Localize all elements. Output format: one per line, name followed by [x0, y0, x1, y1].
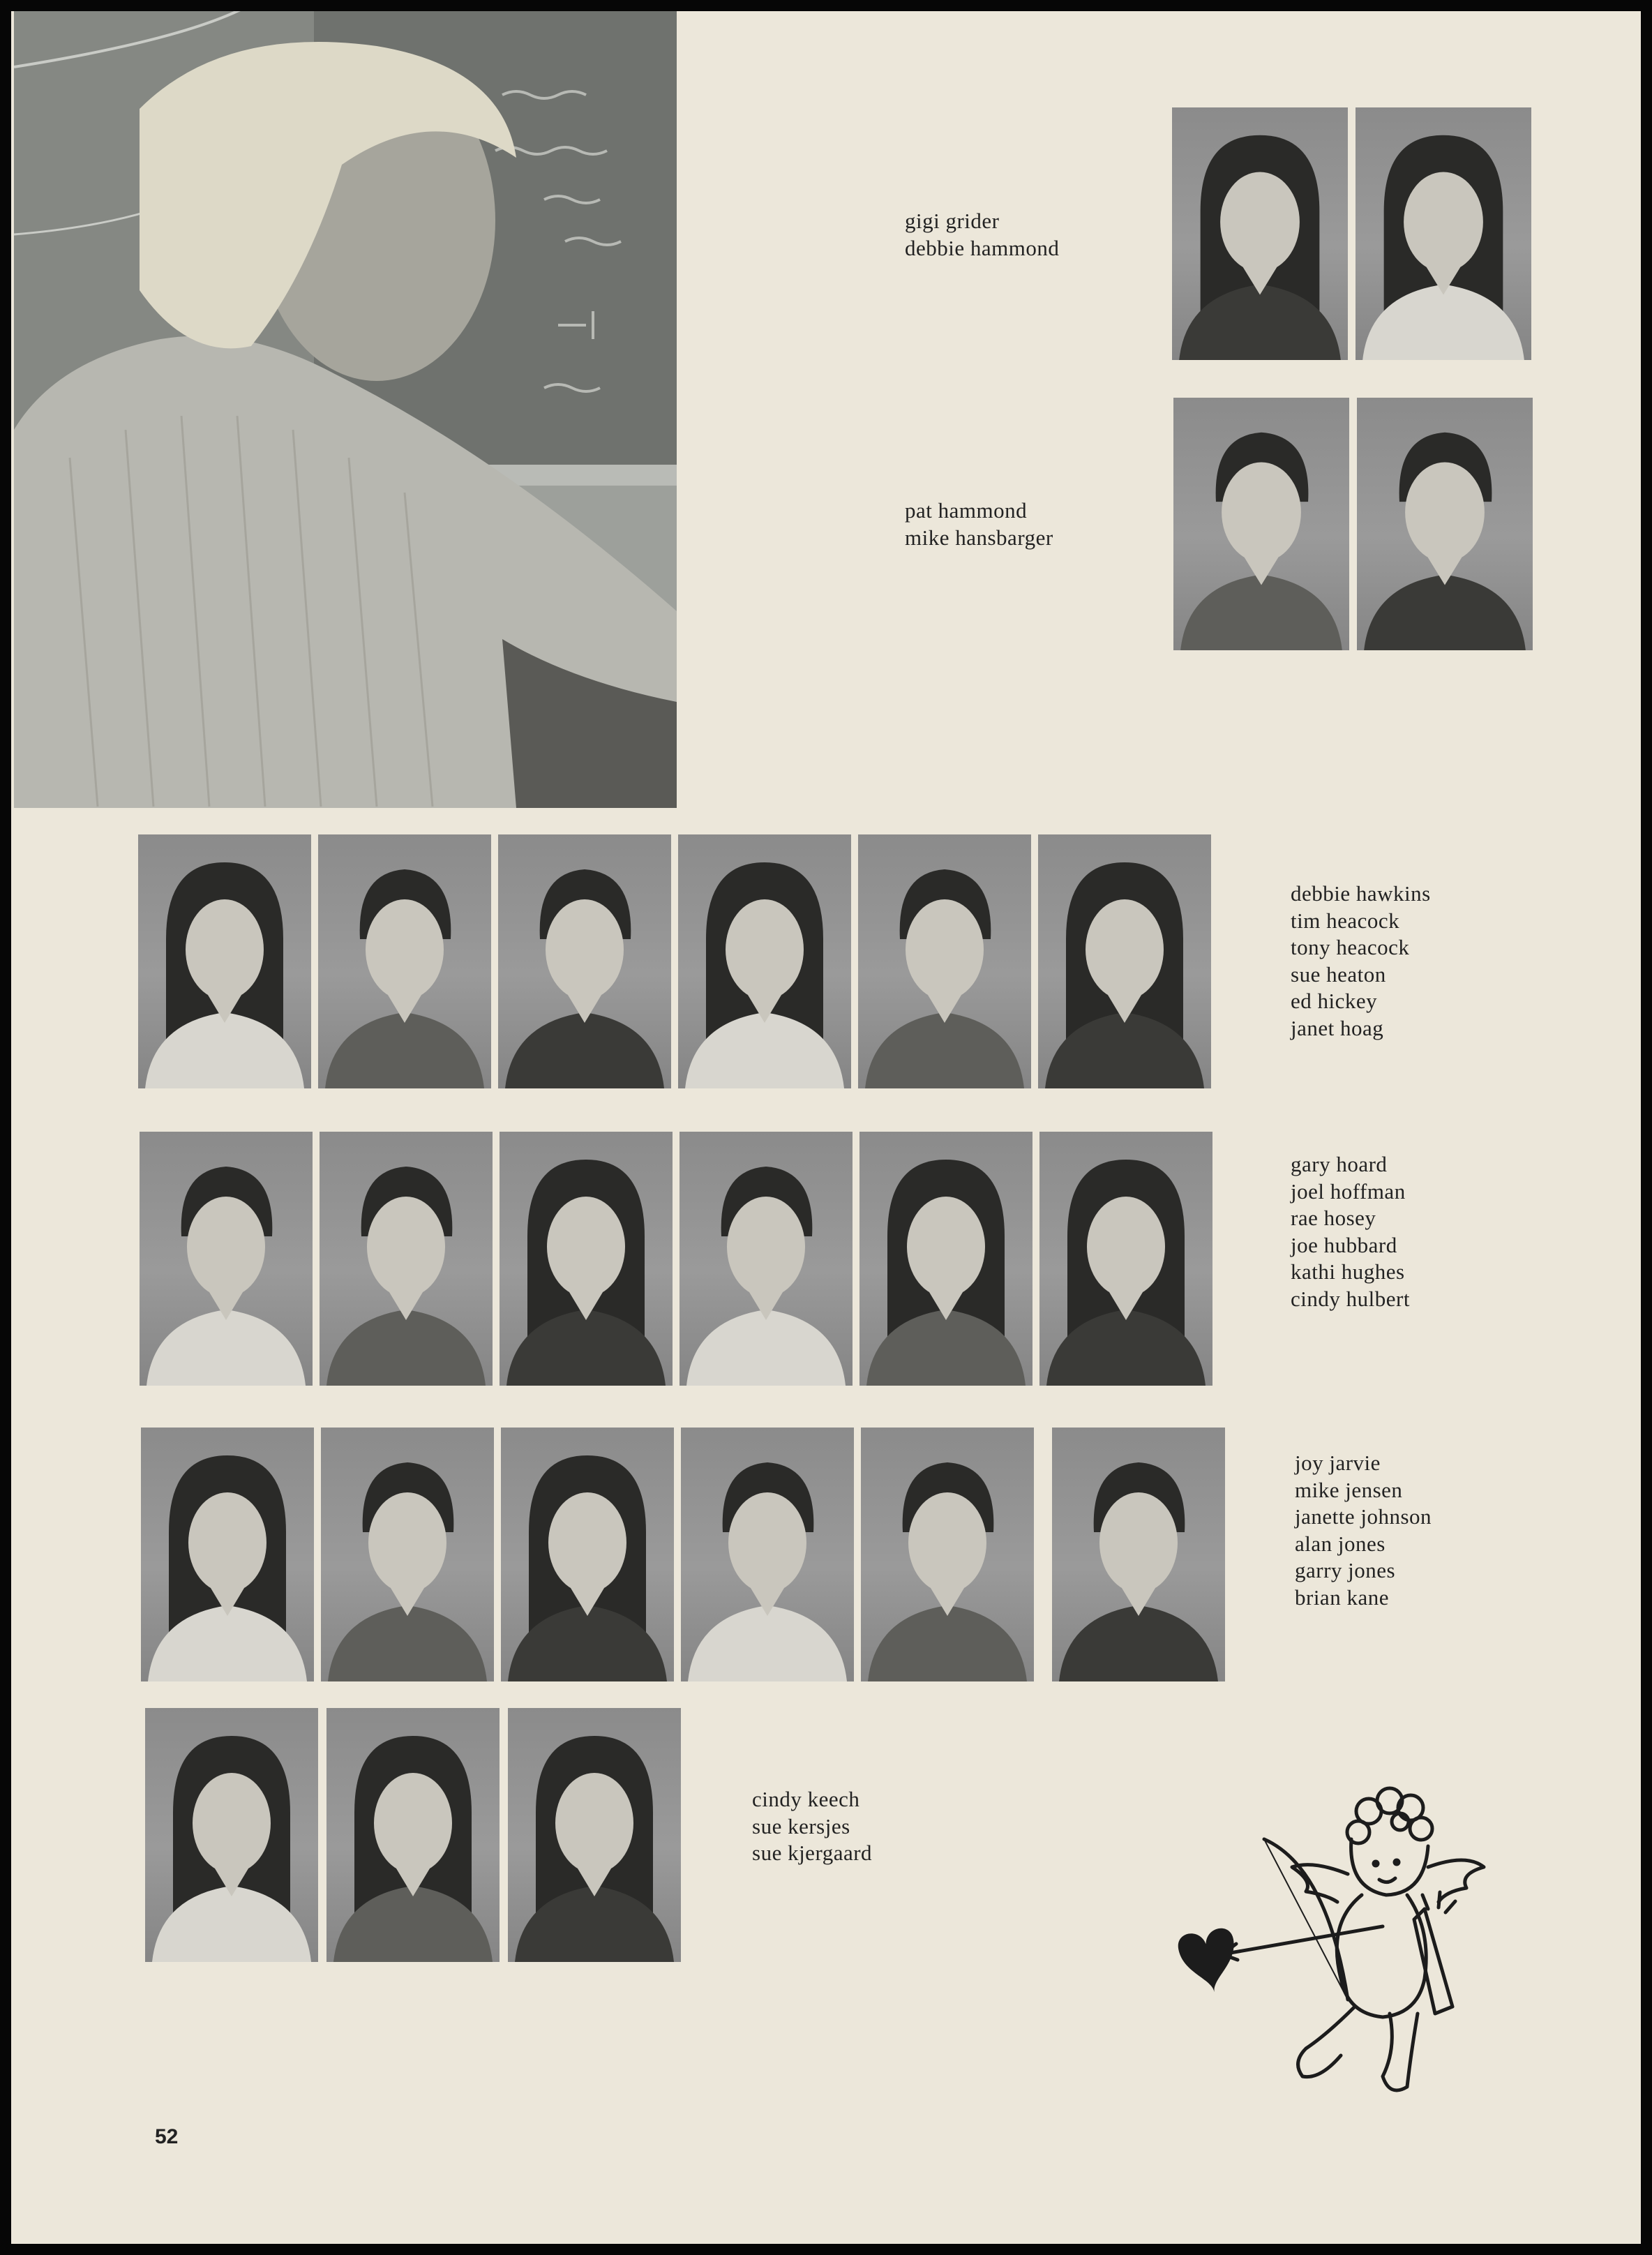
student-name: joel hoffman	[1291, 1178, 1406, 1204]
portrait-photo	[145, 1708, 318, 1962]
portrait-photo	[498, 834, 671, 1088]
portrait-silhouette-icon	[498, 834, 671, 1088]
portrait-silhouette-icon	[1173, 398, 1349, 650]
cupid-with-bow-and-heart-icon	[1152, 1769, 1494, 2111]
portrait-silhouette-icon	[858, 834, 1031, 1088]
portrait-photo	[326, 1708, 500, 1962]
portrait-photo	[1173, 398, 1349, 650]
portrait-silhouette-icon	[500, 1132, 673, 1386]
student-name: joe hubbard	[1291, 1232, 1397, 1257]
portrait-photo	[678, 834, 851, 1088]
portrait-photo	[500, 1132, 673, 1386]
portrait-silhouette-icon	[138, 834, 311, 1088]
portrait-silhouette-icon	[681, 1428, 854, 1681]
portrait-silhouette-icon	[859, 1132, 1032, 1386]
student-at-chalkboard-photo-icon	[14, 11, 677, 808]
page-number: 52	[155, 2125, 179, 2148]
names-group-4	[1291, 1151, 1410, 1312]
portrait-photo	[681, 1428, 854, 1681]
student-name: alan jones	[1295, 1531, 1386, 1556]
student-name: sue kjergaard	[752, 1841, 873, 1865]
portrait-photo	[1038, 834, 1211, 1088]
student-name: janette johnson	[1295, 1504, 1432, 1529]
names-group-2	[905, 497, 1053, 551]
student-name: brian kane	[1295, 1585, 1389, 1610]
portrait-photo	[141, 1428, 314, 1681]
portrait-photo	[501, 1428, 674, 1681]
student-name: janet hoag	[1291, 1015, 1384, 1040]
student-name: debbie hawkins	[1291, 881, 1431, 906]
portrait-photo	[140, 1132, 313, 1386]
portrait-silhouette-icon	[326, 1708, 500, 1962]
student-name: joy jarvie	[1295, 1451, 1381, 1475]
portrait-photo	[508, 1708, 681, 1962]
portrait-silhouette-icon	[1172, 107, 1348, 360]
portrait-silhouette-icon	[1038, 834, 1211, 1088]
names-group-1	[905, 208, 1059, 262]
portrait-photo	[859, 1132, 1032, 1386]
portrait-photo	[138, 834, 311, 1088]
student-name: garry jones	[1295, 1558, 1396, 1582]
portrait-silhouette-icon	[140, 1132, 313, 1386]
portrait-photo	[1039, 1132, 1212, 1386]
student-name: cindy hulbert	[1291, 1286, 1410, 1311]
student-name: gigi grider	[905, 209, 1000, 233]
portrait-photo	[858, 834, 1031, 1088]
student-name: debbie hammond	[905, 235, 1060, 260]
names-group-6	[752, 1786, 872, 1867]
portrait-silhouette-icon	[145, 1708, 318, 1962]
student-name: ed hickey	[1291, 989, 1378, 1013]
portrait-silhouette-icon	[861, 1428, 1034, 1681]
portrait-silhouette-icon	[501, 1428, 674, 1681]
portrait-photo	[679, 1132, 853, 1386]
student-name: sue heaton	[1291, 961, 1386, 987]
student-name: mike hansbarger	[905, 525, 1053, 550]
student-name: mike jensen	[1295, 1477, 1403, 1502]
student-name: pat hammond	[905, 498, 1028, 523]
names-group-5	[1295, 1450, 1432, 1611]
student-name: sue kersjes	[752, 1813, 850, 1838]
portrait-photo	[320, 1132, 493, 1386]
portrait-silhouette-icon	[1357, 398, 1533, 650]
portrait-silhouette-icon	[318, 834, 491, 1088]
student-name: tim heacock	[1291, 908, 1400, 933]
portrait-photo	[1357, 398, 1533, 650]
portrait-photo	[321, 1428, 494, 1681]
portrait-silhouette-icon	[678, 834, 851, 1088]
portrait-silhouette-icon	[141, 1428, 314, 1681]
portrait-silhouette-icon	[1356, 107, 1531, 360]
portrait-silhouette-icon	[508, 1708, 681, 1962]
student-name: gary hoard	[1291, 1152, 1388, 1176]
portrait-photo	[1172, 107, 1348, 360]
portrait-photo	[1356, 107, 1531, 360]
student-name: kathi hughes	[1291, 1259, 1405, 1284]
student-name: rae hosey	[1291, 1206, 1376, 1230]
portrait-photo	[861, 1428, 1034, 1681]
portrait-photo	[1052, 1428, 1225, 1681]
names-group-3	[1291, 881, 1431, 1042]
portrait-silhouette-icon	[679, 1132, 853, 1386]
portrait-photo	[318, 834, 491, 1088]
candid-photo-student-at-chalkboard	[14, 11, 677, 808]
student-name: cindy keech	[752, 1787, 860, 1811]
portrait-silhouette-icon	[320, 1132, 493, 1386]
yearbook-page	[11, 11, 1641, 2244]
student-name: tony heacock	[1291, 935, 1410, 959]
portrait-silhouette-icon	[1052, 1428, 1225, 1681]
portrait-silhouette-icon	[321, 1428, 494, 1681]
portrait-silhouette-icon	[1039, 1132, 1212, 1386]
